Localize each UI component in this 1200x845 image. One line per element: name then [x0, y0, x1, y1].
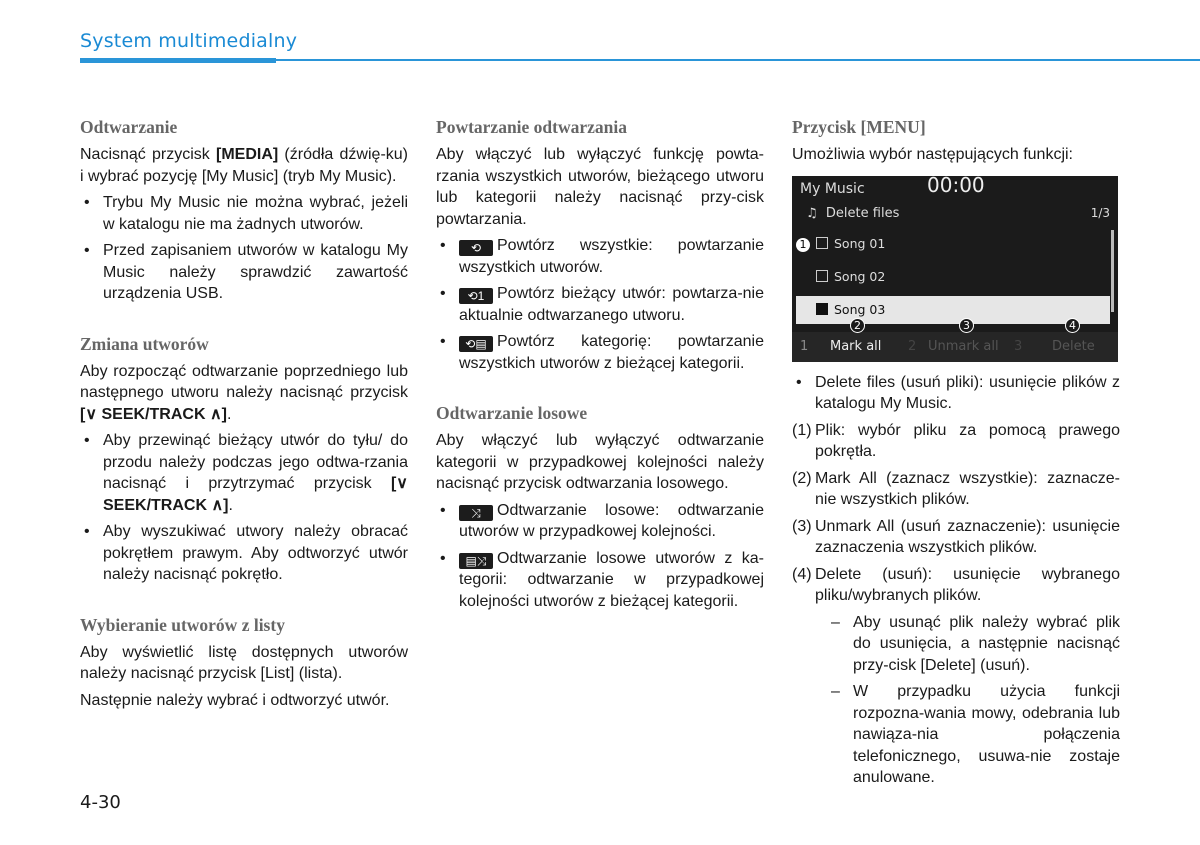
song-row[interactable] — [816, 263, 1106, 291]
text: (źródła dźwię-ku) i wybrać pozycję [My Music] (tryb My Music). — [80, 146, 408, 185]
item-number: (1) — [792, 421, 812, 439]
button-number: 2 — [908, 338, 917, 354]
button-reference: [MEDIA] — [216, 146, 279, 163]
app-title: My Music — [800, 180, 865, 197]
my-music-screenshot — [792, 172, 1118, 362]
section-heading: Powtarzanie odtwarzania — [436, 117, 628, 137]
paragraph: Następnie należy wybrać i odtworzyć utwór. — [80, 691, 390, 709]
bullet-list — [436, 235, 764, 374]
checkbox-checked[interactable] — [816, 303, 828, 315]
text: Mark All (zaznacz wszystkie): zaznacze-nie wszystkich plików. — [815, 469, 1120, 508]
delete-button[interactable]: Delete — [1052, 338, 1095, 354]
paragraph — [80, 361, 408, 426]
song-row-selected[interactable] — [796, 296, 1110, 324]
mark-all-button[interactable]: Mark all — [830, 338, 882, 354]
song-name: Song 03 — [834, 301, 886, 317]
text: Odtwarzanie losowe utworów z ka-tegorii: odtwarzanie w przypadkowej kolejności utworów z bieżącej kategorii. — [459, 549, 764, 610]
text: . — [226, 405, 232, 423]
text: Powtórz kategorię: powtarzanie wszystkich utworów z bieżącej kategorii. — [459, 333, 764, 372]
text: Odtwarzanie losowe: odtwarzanie utworów w przypadkowej kolejności. — [459, 501, 764, 540]
bullet-list — [80, 430, 408, 586]
header-divider — [80, 59, 1200, 61]
shuffle-category-icon: ▤⤨ — [459, 553, 493, 569]
list-item — [436, 283, 764, 326]
section-change-track — [80, 333, 408, 586]
repeat-category-icon: ⟲▤ — [459, 336, 493, 352]
repeat-all-icon: ⟲ — [459, 240, 493, 256]
list-item — [436, 331, 764, 374]
callout-2: 2 — [850, 318, 865, 333]
column-middle — [436, 116, 764, 640]
paragraph: Aby włączyć lub wyłączyć funkcję powta-rzania wszystkich utworów, bieżącego utworu lub kategorii należy nacisnąć przy-cisk powtarzania. — [436, 146, 764, 228]
section-heading: Zmiana utworów — [80, 333, 209, 354]
paragraph — [80, 144, 408, 187]
callout-1: 1 — [796, 238, 810, 252]
list-item — [80, 430, 408, 516]
text: Unmark All (usuń zaznaczenie): usunięcie zaznaczenia wszystkich plików. — [815, 517, 1120, 556]
section-repeat — [436, 116, 764, 374]
column-left — [80, 116, 408, 739]
dash-list — [831, 612, 1120, 789]
text: Powtórz bieżący utwór: powtarza-nie aktualnie odtwarzanego utworu. — [459, 285, 764, 324]
text: Powtórz wszystkie: powtarzanie wszystkich utworów. — [459, 237, 764, 276]
bullet-list — [792, 372, 1120, 415]
scrollbar[interactable] — [1111, 230, 1114, 312]
numbered-item — [792, 468, 1120, 511]
button-reference: [∨ SEEK/TRACK ∧] — [80, 405, 227, 423]
item-number: (4) — [792, 565, 812, 583]
numbered-item — [792, 564, 1120, 789]
section-heading: Odtwarzanie — [80, 117, 178, 137]
music-note-icon: ♫ — [806, 205, 818, 221]
dash-item: – Aby usunąć plik należy wybrać plik do usunięcia, a następnie nacisnąć przy-cisk [Delete] (usuń). — [831, 612, 1120, 677]
numbered-item — [792, 516, 1120, 559]
section-select-from-list — [80, 614, 408, 712]
page-header-title: System multimedialny — [80, 30, 298, 52]
text: Aby przewinąć bieżący utwór do tyłu/ do przodu należy podczas jego odtwa-rzania nacisnąć i przytrzymać przycisk — [103, 432, 408, 492]
text: Delete (usuń): usunięcie wybranego pliku/wybranych plików. — [815, 565, 1120, 604]
bullet-list — [436, 500, 764, 613]
item-number: (3) — [792, 517, 812, 535]
clock: 00:00 — [927, 172, 985, 197]
item-number: (2) — [792, 469, 812, 487]
list-item: • Delete files (usuń pliki): usunięcie plików z katalogu My Music. — [792, 372, 1120, 415]
paragraph: Aby wyświetlić listę dostępnych utworów należy nacisnąć przycisk [List] (lista). — [80, 643, 408, 682]
callout-3: 3 — [959, 318, 974, 333]
section-heading: Odtwarzanie losowe — [436, 403, 588, 423]
bottom-button-bar — [792, 332, 1118, 362]
paragraph: Aby włączyć lub wyłączyć odtwarzanie kategorii w przypadkowej kolejności należy nacisnąć przycisk odtwarzania losowego. — [436, 432, 764, 492]
numbered-item — [792, 420, 1120, 463]
paragraph: Umożliwia wybór następujących funkcji: — [792, 146, 1073, 163]
text: Aby rozpocząć odtwarzanie poprzedniego lub następnego utworu należy nacisnąć przycisk — [80, 362, 408, 401]
shuffle-icon: ⤨ — [459, 505, 493, 521]
list-item: • Przed zapisaniem utworów w katalogu My Music należy sprawdzić zawartość urządzenia USB. — [80, 240, 408, 305]
song-name: Song 02 — [834, 268, 886, 284]
screen-title-bar — [792, 172, 1118, 200]
text: Nacisnąć przycisk — [80, 146, 216, 163]
list-item — [436, 500, 764, 543]
checkbox[interactable] — [816, 237, 828, 249]
column-right — [792, 116, 1120, 794]
button-number: 1 — [800, 338, 809, 354]
section-shuffle — [436, 402, 764, 612]
list-item: • Trybu My Music nie można wybrać, jeżeli w katalogu nie ma żadnych utworów. — [80, 192, 408, 235]
repeat-one-icon: ⟲1 — [459, 288, 493, 304]
bullet-list — [80, 192, 408, 305]
text: Plik: wybór pliku za pomocą prawego pokrętła. — [815, 421, 1120, 460]
folder-label — [806, 203, 899, 225]
callout-4: 4 — [1065, 318, 1080, 333]
numbered-list — [792, 420, 1120, 789]
section-heading: Przycisk [MENU] — [792, 117, 926, 137]
unmark-all-button[interactable]: Unmark all — [928, 338, 999, 354]
button-number: 3 — [1014, 338, 1023, 354]
page-indicator: 1/3 — [1090, 205, 1110, 220]
text: . — [228, 496, 233, 514]
song-name: Song 01 — [834, 235, 886, 251]
dash-item: – W przypadku użycia funkcji rozpozna-wania mowy, odebrania lub nawiąza-nia połączenia telefonicznego, usuwa-nie zostaje anulowane. — [831, 681, 1120, 789]
button-reference: [∨ SEEK/TRACK ∧] — [103, 475, 408, 514]
list-item: • Aby wyszukiwać utwory należy obracać pokrętłem prawym. Aby odtworzyć utwór należy nacisnąć pokrętło. — [80, 521, 408, 586]
page-number: 4-30 — [80, 792, 121, 813]
list-item — [436, 235, 764, 278]
section-playback — [80, 116, 408, 305]
song-row[interactable] — [816, 230, 1106, 258]
section-heading: Wybieranie utworów z listy — [80, 614, 285, 635]
folder-name: Delete files — [825, 205, 900, 221]
checkbox[interactable] — [816, 270, 828, 282]
list-item — [436, 548, 764, 613]
